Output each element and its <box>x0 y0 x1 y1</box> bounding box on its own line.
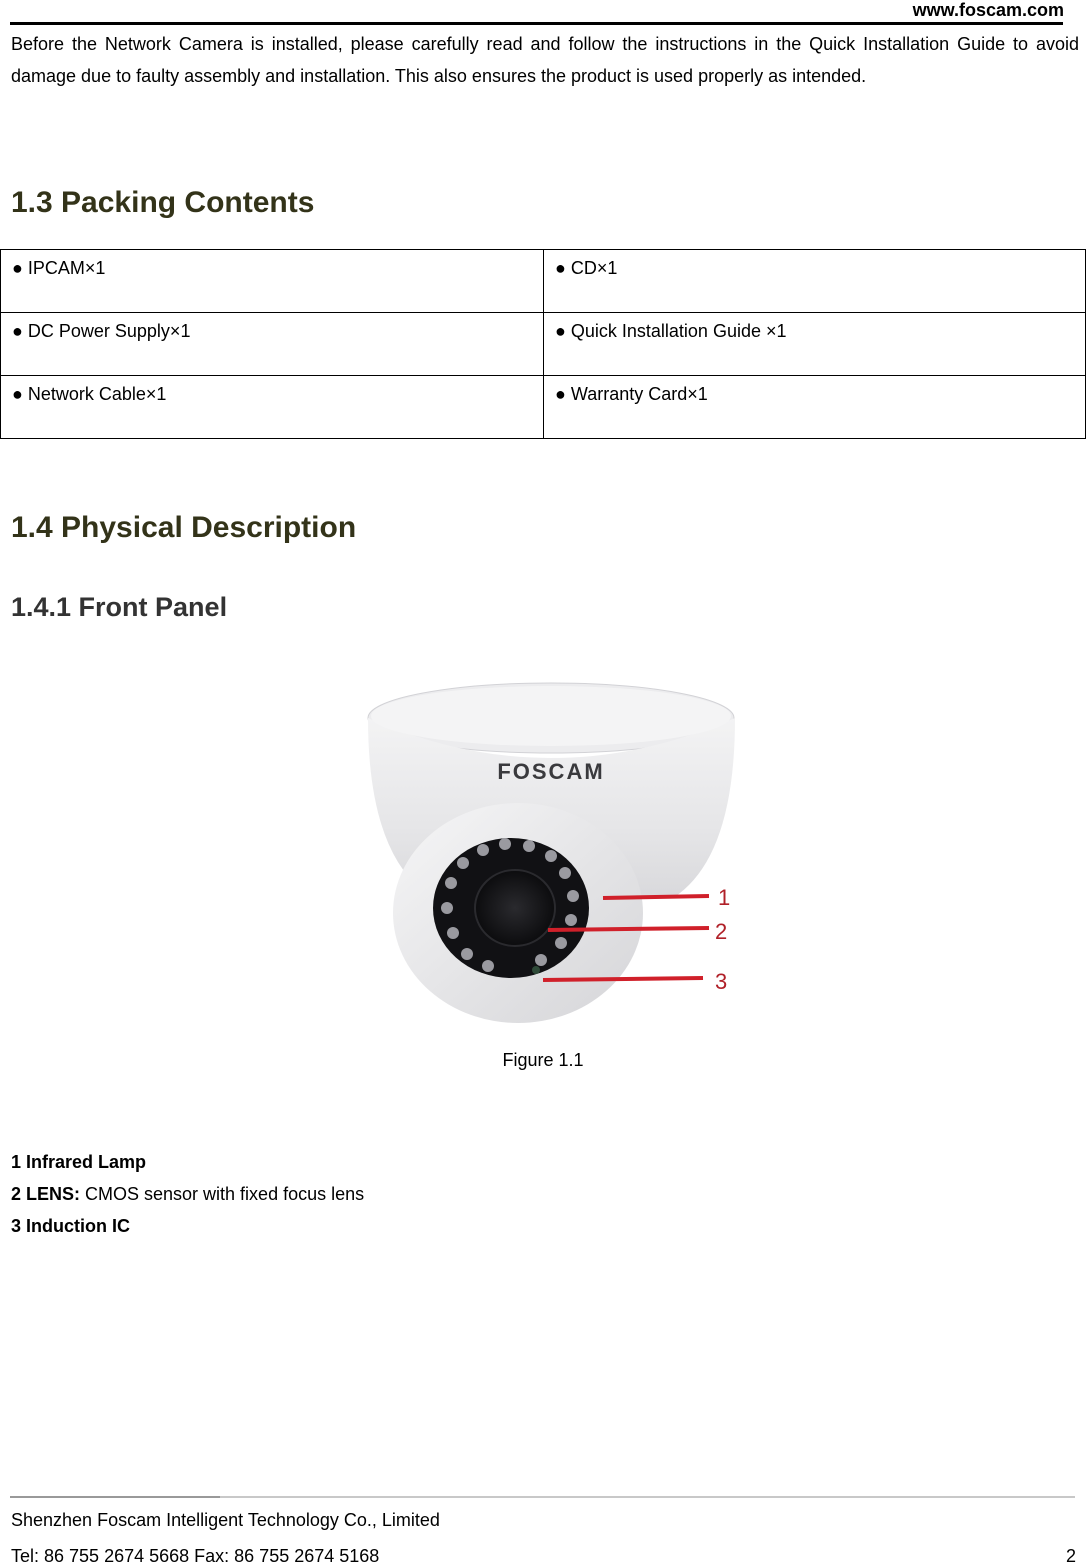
section-title-physical-description: 1.4 Physical Description <box>11 511 357 544</box>
header-divider <box>10 22 1063 25</box>
legend-desc: CMOS sensor with fixed focus lens <box>80 1184 365 1204</box>
bullet-icon: ● <box>555 321 566 341</box>
table-row <box>1 376 1086 439</box>
item-label: DC Power Supply×1 <box>27 321 191 341</box>
item-label: CD×1 <box>570 258 618 278</box>
item-label: IPCAM×1 <box>27 258 106 278</box>
legend-label: 3 Induction IC <box>11 1216 130 1236</box>
dome-camera-image <box>343 658 759 1040</box>
table-row <box>1 313 1086 376</box>
legend-item <box>11 1146 364 1178</box>
table-cell <box>1 376 544 439</box>
intro-paragraph: Before the Network Camera is installed, please carefully read and follow the instructions in the Quick Installation Guide to avoid damage due to faulty assembly and installation. This also ensures the product is used properly as intended. <box>11 34 1079 86</box>
page-number: 2 <box>1065 1546 1076 1566</box>
table-cell <box>544 250 1086 313</box>
figure-legend <box>11 1146 364 1242</box>
bullet-icon: ● <box>555 384 566 404</box>
table-cell <box>1 313 544 376</box>
legend-label: 1 Infrared Lamp <box>11 1152 147 1172</box>
legend-label: 2 LENS: <box>11 1184 81 1204</box>
item-label: Warranty Card×1 <box>570 384 708 404</box>
bullet-icon: ● <box>12 321 23 341</box>
footer-divider <box>10 1496 220 1498</box>
legend-item <box>11 1210 364 1242</box>
table-row <box>1 250 1086 313</box>
legend-item <box>11 1178 364 1210</box>
item-label: Quick Installation Guide ×1 <box>570 321 787 341</box>
callout-2: 2 <box>715 919 728 944</box>
callout-1: 1 <box>718 885 731 910</box>
bullet-icon: ● <box>12 384 23 404</box>
bullet-icon: ● <box>555 258 566 278</box>
footer-divider <box>220 1496 1075 1498</box>
item-label: Network Cable×1 <box>27 384 167 404</box>
table-cell <box>1 250 544 313</box>
camera-figure <box>343 658 759 1040</box>
brand-logo: FOSCAM <box>497 759 605 784</box>
bullet-icon: ● <box>12 258 23 278</box>
subsection-title-front-panel: 1.4.1 Front Panel <box>11 592 228 622</box>
footer-company: Shenzhen Foscam Intelligent Technology Co., Limited <box>11 1510 440 1530</box>
table-cell <box>544 313 1086 376</box>
table-cell <box>544 376 1086 439</box>
packing-contents-table <box>0 249 1086 439</box>
section-title-packing-contents: 1.3 Packing Contents <box>11 186 315 219</box>
callout-3: 3 <box>715 969 728 994</box>
footer-contact: Tel: 86 755 2674 5668 Fax: 86 755 2674 5168 <box>11 1546 380 1566</box>
header-url[interactable]: www.foscam.com <box>912 0 1064 20</box>
figure-caption: Figure 1.1 <box>502 1050 584 1070</box>
